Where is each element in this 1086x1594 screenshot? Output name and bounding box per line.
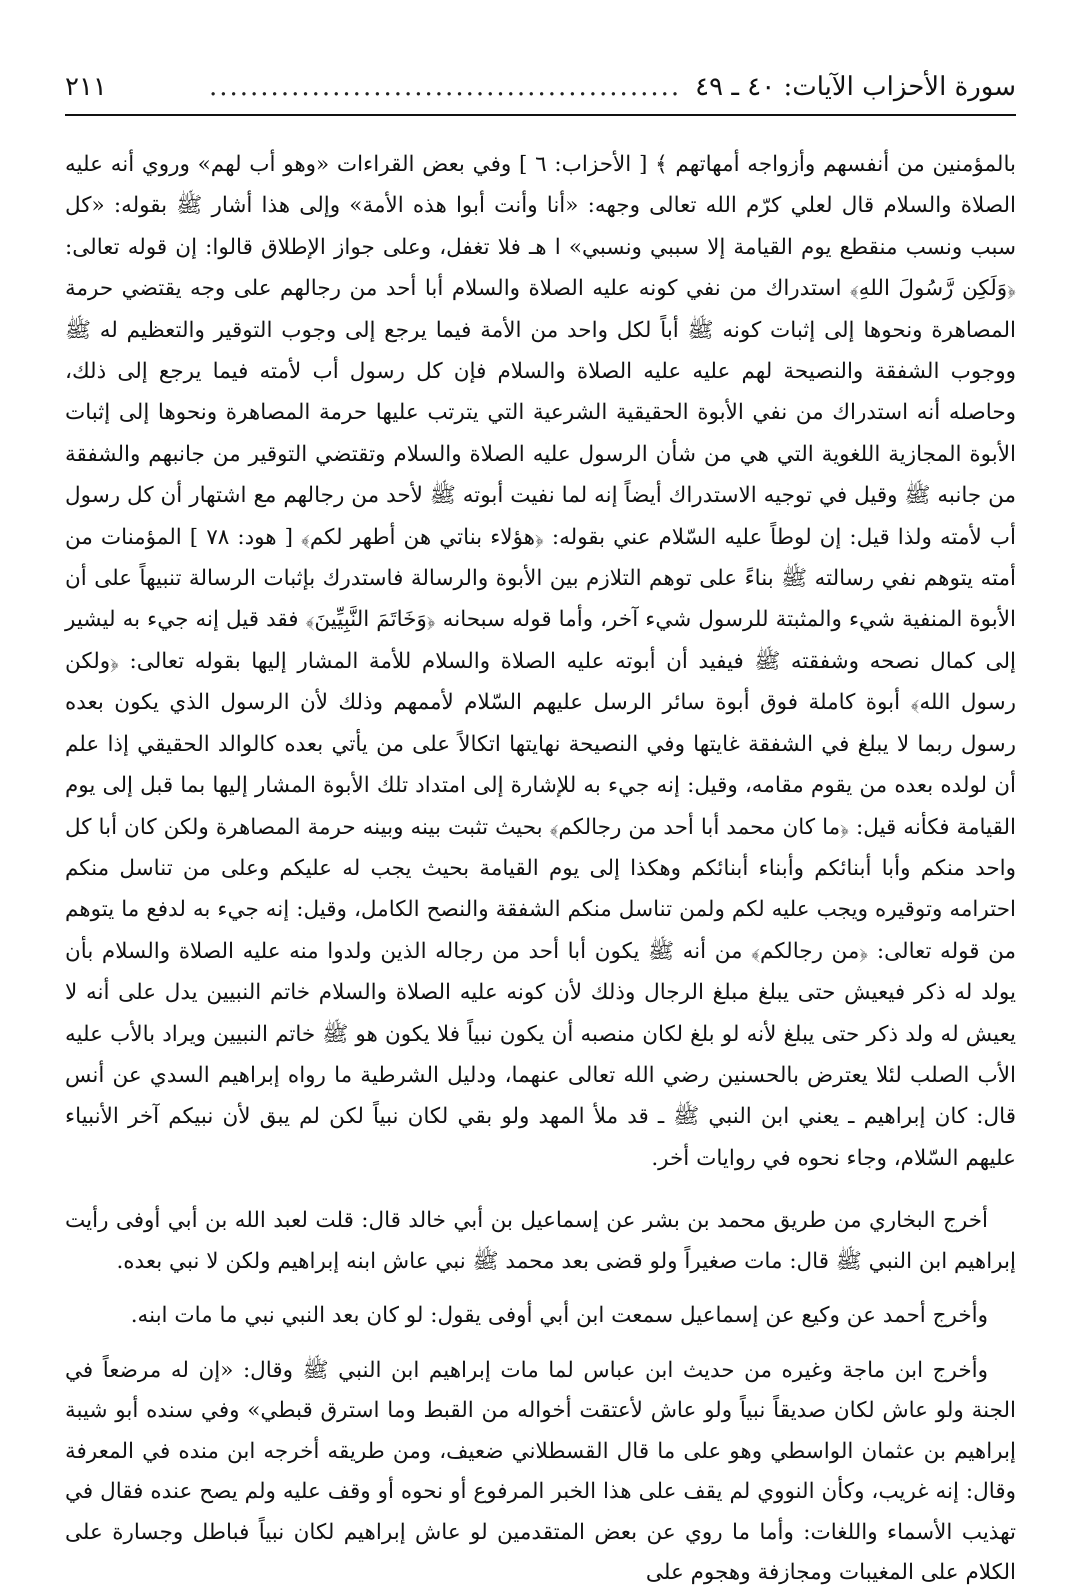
dot-leader: .............................................. xyxy=(208,72,682,102)
running-header-title: سورة الأحزاب الآيات: ٤٠ ـ ٤٩ xyxy=(695,72,1016,102)
page-number: ٢١١ xyxy=(65,72,107,102)
running-header xyxy=(65,70,1016,116)
hadith-section xyxy=(65,1201,1016,1594)
paragraph-bukhari: أخرج البخاري من طريق محمد بن بشر عن إسماعيل بن أبي خالد قال: قلت لعبد الله بن أبي أوفى رأيت إبراهيم ابن النبي ﷺ قال: مات صغيراً ولو قضى بعد محمد ﷺ نبي عاش ابنه إبراهيم ولكن لا نبي بعده. xyxy=(65,1208,1016,1274)
main-paragraph: بالمؤمنين من أنفسهم وأزواجه أمهاتهم ﴾ [ الأحزاب: ٦ ] وفي بعض القراءات «وهو أب لهم» وروي أنه عليه الصلاة والسلام قال لعلي كرّم الله تعالى وجهه: «أنا وأنت أبوا هذه الأمة» وإلى هذا أشار ﷺ بقوله: «كل سبب ونسب منقطع يوم القيامة إلا سببي ونسبي» ا هـ فلا تغفل، وعلى جواز الإطلاق قالوا: إن قوله تعالى: ﴿وَلَكِن رَّسُولَ اللهِ﴾ استدراك من نفي كونه عليه الصلاة والسلام أبا أحد من رجالهم على وجه يقتضي حرمة المصاهرة ونحوها إلى إثبات كونه ﷺ أباً لكل واحد من الأمة فيما يرجع إلى وجوب التوقير والتعظيم له ﷺ ووجوب الشفقة والنصيحة لهم عليه عليه الصلاة والسلام فإن كل رسول أب لأمته فيما يرجع إلى ذلك، وحاصله أنه استدراك من نفي الأبوة الحقيقية الشرعية التي يترتب عليها حرمة المصاهرة ونحوها إلى إثبات الأبوة المجازية اللغوية التي هي من شأن الرسول عليه الصلاة والسلام وتقتضي التوقير من جانبهم والشفقة من جانبه ﷺ وقيل في توجيه الاستدراك أيضاً إنه لما نفيت أبوته ﷺ لأحد من رجالهم مع اشتهار أن كل رسول أب لأمته ولذا قيل: إن لوطاً عليه السّلام عني بقوله: ﴿هؤلاء بناتي هن أطهر لكم﴾ [ هود: ٧٨ ] المؤمنات من أمته يتوهم نفي رسالته ﷺ بناءً على توهم التلازم بين الأبوة والرسالة فاستدرك بإثبات الرسالة تنبيهاً على أن الأبوة المنفية شيء والمثبتة للرسول شيء آخر، وأما قوله سبحانه ﴿وَخَاتَمَ النَّبِيِّينَ﴾ فقد قيل إنه جيء به ليشير إلى كمال نصحه وشفقته ﷺ فيفيد أن أبوته عليه الصلاة والسلام للأمة المشار إليها بقوله تعالى: ﴿ولكن رسول الله﴾ أبوة كاملة فوق أبوة سائر الرسل عليهم السّلام لأممهم وذلك لأن الرسول الذي يكون بعده رسول ربما لا يبلغ في الشفقة غايتها وفي النصيحة نهايتها اتكالاً على من يأتي بعده كالوالد الحقيقي إذا علم أن لولده بعده من يقوم مقامه، وقيل: إنه جيء به للإشارة إلى امتداد تلك الأبوة المشار إليها بما قبل إلى يوم القيامة فكأنه قيل: ﴿ما كان محمد أبا أحد من رجالكم﴾ بحيث تثبت بينه وبينه حرمة المصاهرة ولكن كان أبا كل واحد منكم وأبا أبنائكم وأبناء أبنائكم وهكذا إلى يوم القيامة بحيث يجب له عليكم وعلى من تناسل منكم احترامه وتوقيره ويجب عليه لكم ولمن تناسل منكم الشفقة والنصح الكامل، وقيل: إنه جيء به لدفع ما يتوهم من قوله تعالى: ﴿من رجالكم﴾ من أنه ﷺ يكون أبا أحد من رجاله الذين ولدوا منه عليه الصلاة والسلام بأن يولد له ذكر فيعيش حتى يبلغ مبلغ الرجال وذلك لأن كونه عليه الصلاة والسلام خاتم النبيين يدل على أنه لا يعيش له ولد ذكر حتى يبلغ لأنه لو بلغ لكان منصبه أن يكون نبياً فلا يكون هو ﷺ خاتم النبيين ويراد بالأب عليه الأب الصلب لئلا يعترض بالحسنين رضي الله تعالى عنهما، ودليل الشرطية ما رواه إبراهيم السدي عن أنس قال: كان إبراهيم ـ يعني ابن النبي ﷺ ـ قد ملأ المهد ولو بقي لكان نبياً لكن لم يبق لأن نبيكم آخر الأنبياء عليهم السّلام، وجاء نحوه في روايات أخر. xyxy=(65,152,1017,1171)
paragraph-ahmad: وأخرج أحمد عن وكيع عن إسماعيل سمعت ابن أبي أوفى يقول: لو كان بعد النبي نبي ما مات ابنه. xyxy=(130,1303,988,1329)
main-text-block xyxy=(65,144,1016,1179)
paragraph-ibn-majah: وأخرج ابن ماجة وغيره من حديث ابن عباس لما مات إبراهيم ابن النبي ﷺ وقال: «إن له مرضعاً في الجنة ولو عاش لكان صديقاً نبياً ولو عاش لأعتقت أخواله من القبط وما استرق قبطي» وفي سنده أبو شيبة إبراهيم بن عثمان الواسطي وهو على ما قال القسطلاني ضعيف، ومن طريقه أخرجه ابن منده في المعرفة وقال: إنه غريب، وكأن النووي لم يقف على هذا الخبر المرفوع أو نحوه أو وقف عليه ولم يصح عنده فقال في تهذيب الأسماء واللغات: وأما ما روي عن بعض المتقدمين لو عاش إبراهيم لكان نبياً فباطل وجسارة على الكلام على المغيبات ومجازفة وهجوم على xyxy=(65,1357,1016,1586)
